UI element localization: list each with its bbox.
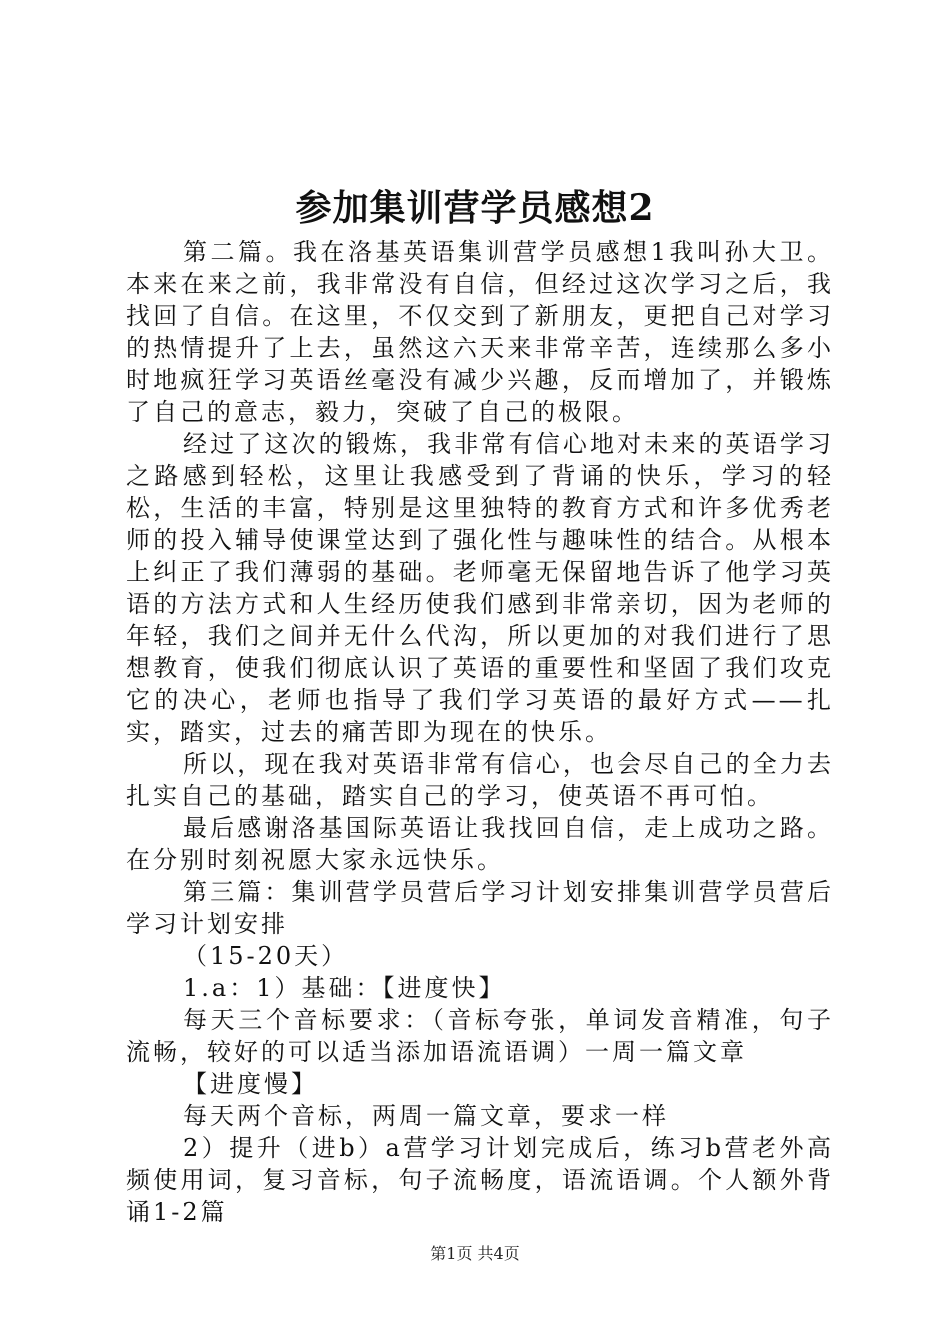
paragraph: 最后感谢洛基国际英语让我找回自信，走上成功之路。在分别时刻祝愿大家永远快乐。 <box>126 814 834 874</box>
paragraph: 所以，现在我对英语非常有信心，也会尽自己的全力去扎实自己的基础，踏实自己的学习，使英语不再可怕。 <box>126 750 834 810</box>
paragraph: 每天三个音标要求：（音标夸张，单词发音精准，句子流畅，较好的可以适当添加语流语调）一周一篇文章 <box>126 1006 834 1066</box>
paragraph: 第二篇。我在洛基英语集训营学员感想1我叫孙大卫。本来在来之前，我非常没有自信，但经过这次学习之后，我找回了自信。在这里，不仅交到了新朋友，更把自己对学习的热情提升了上去，虽然这六天来非常辛苦，连续那么多小时地疯狂学习英语丝毫没有减少兴趣，反而增加了，并锻炼了自己的意志，毅力，突破了自己的极限。 <box>126 238 834 426</box>
paragraph: 【进度慢】 <box>183 1070 318 1098</box>
paragraph: 每天两个音标，两周一篇文章，要求一样 <box>183 1102 669 1130</box>
page-footer: 第1页 共4页 <box>430 1244 520 1263</box>
paragraph: 第三篇：集训营学员营后学习计划安排集训营学员营后学习计划安排 <box>126 878 834 938</box>
paragraph: （15-20天） <box>183 942 349 970</box>
document-body <box>126 236 834 1228</box>
paragraph: 2）提升（进b）a营学习计划完成后，练习b营老外高频使用词，复习音标，句子流畅度，语流语调。个人额外背诵1-2篇 <box>126 1134 834 1226</box>
paragraph: 1.a：1）基础：【进度快】 <box>183 974 506 1002</box>
paragraph: 经过了这次的锻炼，我非常有信心地对未来的英语学习之路感到轻松，这里让我感受到了背诵的快乐，学习的轻松，生活的丰富，特别是这里独特的教育方式和许多优秀老师的投入辅导使课堂达到了强化性与趣味性的结合。从根本上纠正了我们薄弱的基础。老师毫无保留地告诉了他学习英语的方法方式和人生经历使我们感到非常亲切，因为老师的年轻，我们之间并无什么代沟，所以更加的对我们进行了思想教育，使我们彻底认识了英语的重要性和坚固了我们攻克它的决心，老师也指导了我们学习英语的最好方式——扎实，踏实，过去的痛苦即为现在的快乐。 <box>126 430 834 746</box>
document-title: 参加集训营学员感想2 <box>295 187 655 229</box>
